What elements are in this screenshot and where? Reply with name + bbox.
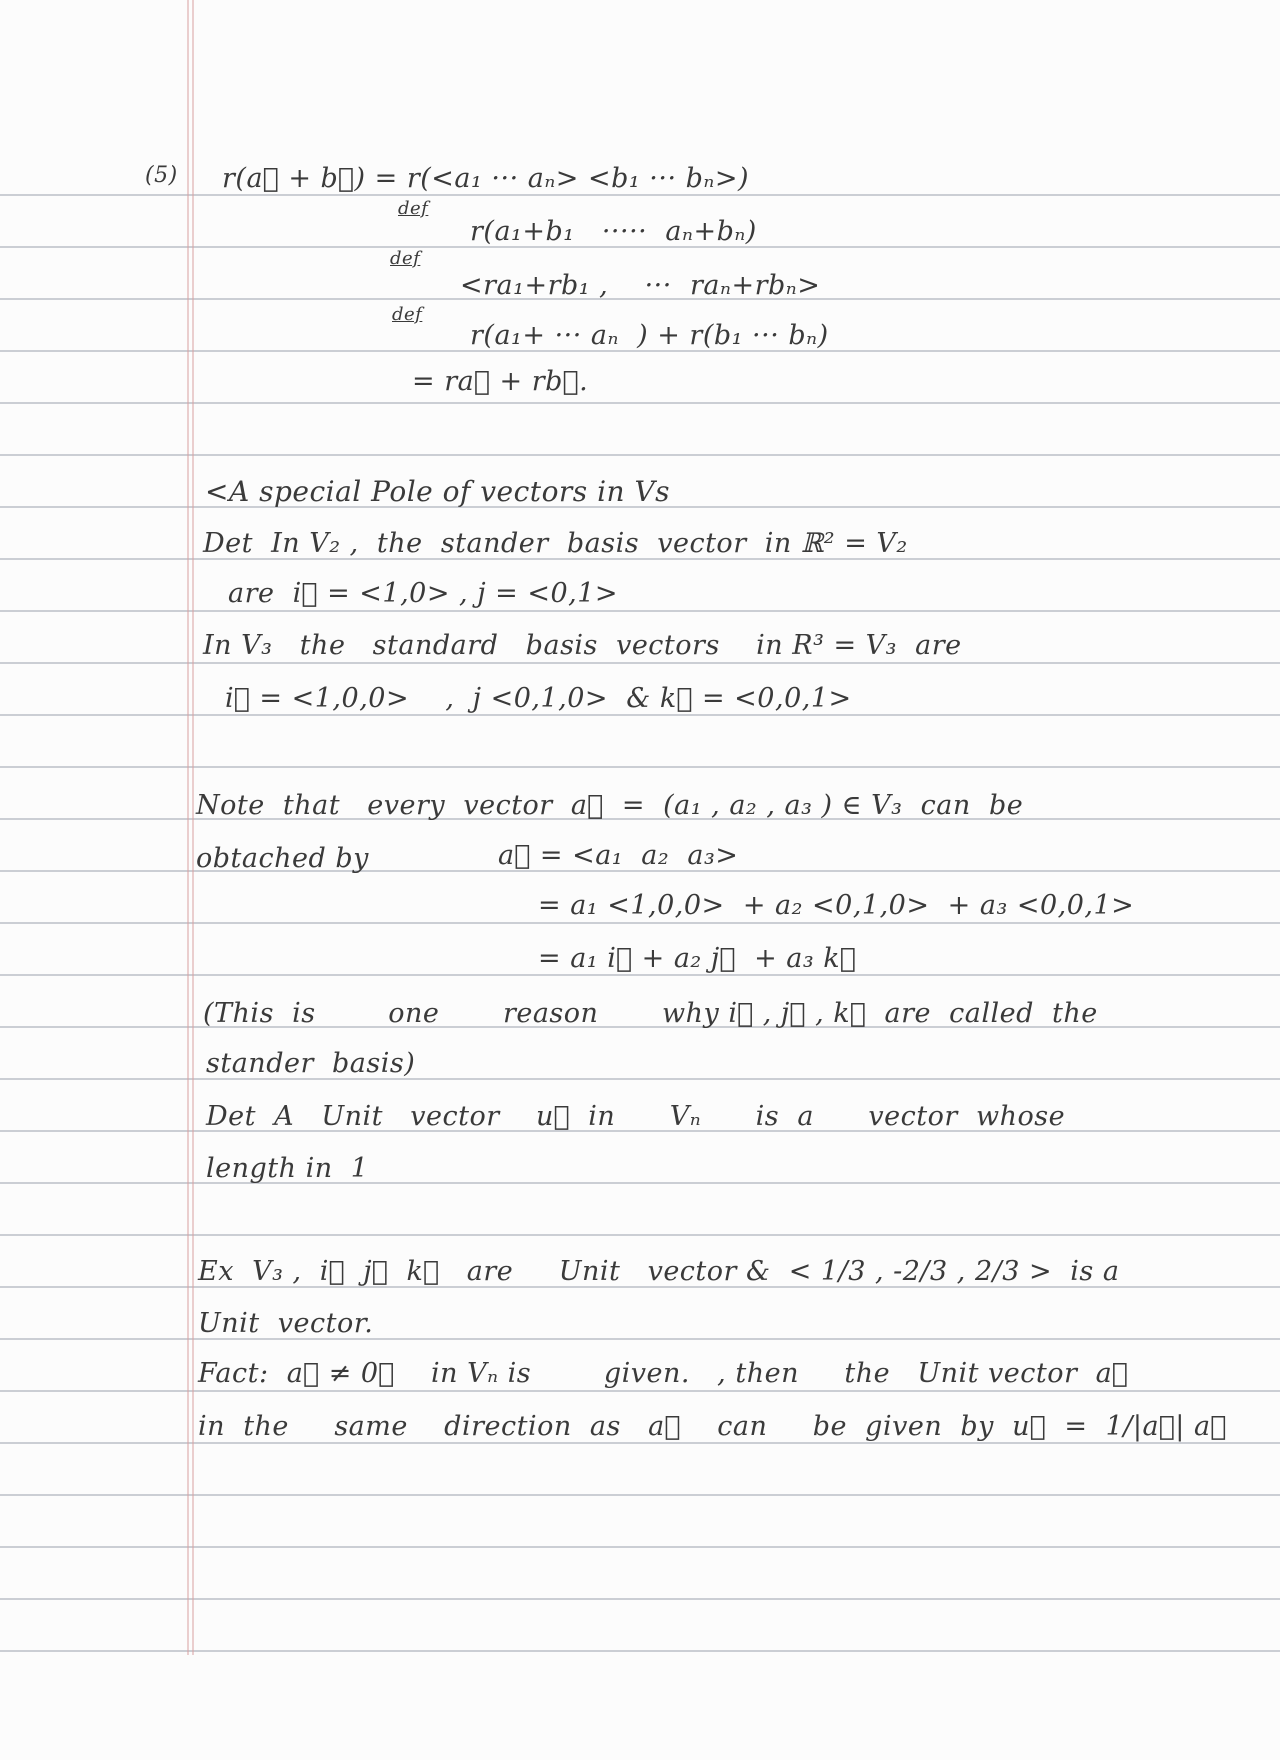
def-mark-3: def xyxy=(392,304,423,325)
example-line-3: Fact: a⃗ ≠ 0⃗ in Vₙ is given. , then the Unit vector a⃗ xyxy=(198,1358,1129,1389)
note-line-5: (This is one reason why i⃗ , j⃗ , k⃗ are called the xyxy=(203,998,1098,1029)
def-mark-1: def xyxy=(398,198,429,219)
proof-line-5: = ra⃗ + rb⃗. xyxy=(412,366,589,397)
note-line-6: stander basis) xyxy=(206,1048,416,1079)
note-line-7: Det A Unit vector u⃗ in Vₙ is a vector whose xyxy=(206,1101,1066,1132)
def-mark-2: def xyxy=(390,248,421,269)
note-line-8: length in 1 xyxy=(206,1153,369,1184)
proof-label: (5) xyxy=(145,163,178,188)
section-title: <A special Pole of vectors in Vs xyxy=(205,475,671,508)
proof-line-2: r(a₁+b₁ ····· aₙ+bₙ) xyxy=(470,216,757,247)
example-line-1: Ex V₃ , i⃗ j⃗ k⃗ are Unit vector & < 1/3 , -2/3 , 2/3 > is a xyxy=(198,1256,1120,1287)
proof-line-4: r(a₁+ ··· aₙ ) + r(b₁ ··· bₙ) xyxy=(470,320,829,351)
note-line-3: = a₁ <1,0,0> + a₂ <0,1,0> + a₃ <0,0,1> xyxy=(538,890,1135,921)
def-line-2: are i⃗ = <1,0> , j = <0,1> xyxy=(228,578,619,609)
example-line-2: Unit vector. xyxy=(198,1308,374,1339)
def-line-1: Det In V₂ , the stander basis vector in ℝ² = V₂ xyxy=(203,528,908,559)
def-line-3: In V₃ the standard basis vectors in R³ = V₃ are xyxy=(203,630,962,661)
def-line-4: i⃗ = <1,0,0> , j <0,1,0> & k⃗ = <0,0,1> xyxy=(225,683,852,714)
note-line-1: Note that every vector a⃗ = (a₁ , a₂ , a₃ ) ∈ V₃ can be xyxy=(196,790,1024,821)
note-line-2b: a⃗ = <a₁ a₂ a₃> xyxy=(498,840,739,871)
example-line-4: in the same direction as a⃗ can be given by u⃗ = 1/|a⃗| a⃗ xyxy=(198,1411,1227,1442)
note-line-2: obtached by xyxy=(196,843,369,874)
proof-line-3: <ra₁+rb₁ , ··· raₙ+rbₙ> xyxy=(460,270,821,301)
proof-line-1: r(a⃗ + b⃗) = r(<a₁ ··· aₙ> <b₁ ··· bₙ>) xyxy=(222,163,750,194)
note-line-4: = a₁ i⃗ + a₂ j⃗ + a₃ k⃗ xyxy=(538,943,857,974)
